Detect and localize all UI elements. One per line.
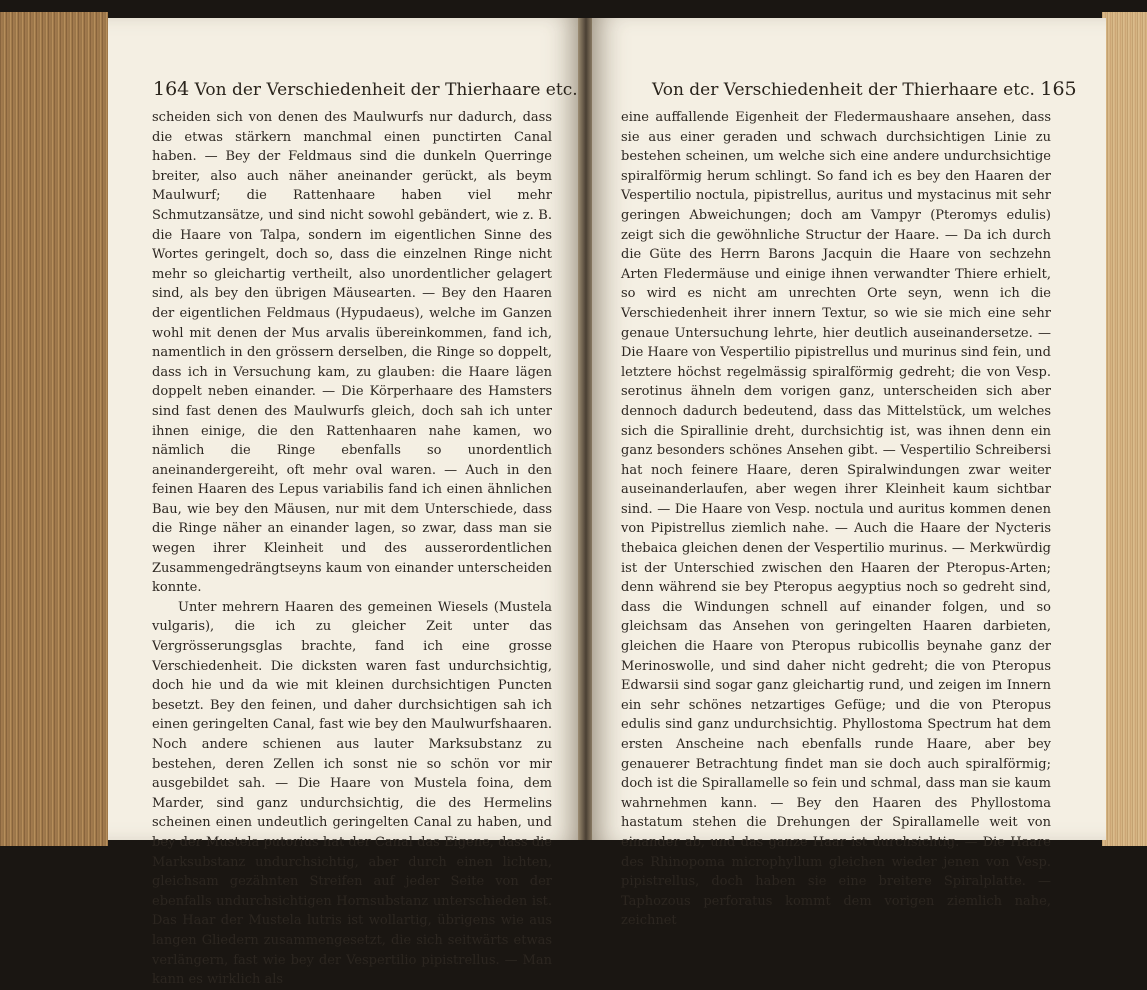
right-page-number: 165 [1040, 78, 1077, 100]
left-page [108, 18, 580, 988]
right-paragraph-1: eine auffallende Eigenheit der Fledermaushaare ansehen, dass sie aus einer geraden und schwach durchsichtigen Linie zu bestehen scheinen, um welche sich eine andere undurchsichtige spiralförmig herum schlingt. So fand ich es bey den Haaren der Vespertilio noctula, pipistrellus, auritus und mystacinus mit sehr geringen Abweichungen; doch am Vampyr (Pteromys edulis) zeigt sich die gewöhnliche Structur der Haare. — Da ich durch die Güte des Herrn Barons Jacquin die Haare von sechzehn Arten Fledermäuse und einige ihnen verwandter Thiere erhielt, so wird es nicht am unrechten Orte seyn, wenn ich die Verschiedenheit ihrer innern Textur, so wie sie mich eine sehr genaue Untersuchung lehrte, hier deutlich auseinandersetze. — Die Haare von Vespertilio pipistrellus und murinus sind fein, und letztere höchst regelmässig spiralförmig gedreht; die von Vesp. serotinus ähneln dem vorigen ganz, unterscheiden sich aber dennoch dadurch bedeutend, dass das Mittelstück, um welches sich die Spirallinie dreht, durchsichtig ist, was ihnen denn ein ganz besonders schönes Ansehen gibt. — Vespertilio Schreibersi hat noch feinere Haare, deren Spiralwindungen zwar weiter auseinanderlaufen, aber wegen ihrer Kleinheit kaum sichtbar sind. — Die Haare von Vesp. noctula und auritus kommen denen von Pipistrellus ziemlich nahe. — Auch die Haare der Nycteris thebaica gleichen denen der Vespertilio murinus. — Merkwürdig ist der Unterschied zwischen den Haaren der Pteropus-Arten; denn während sie bey Pteropus aegyptius noch so gedreht sind, dass die Windungen schnell auf einander folgen, und so gleichsam das Ansehen von geringelten Haaren darbieten, gleichen die Haare von Pteropus rubicollis beynahe ganz der Merinoswolle, und sind daher nicht gedreht; die von Pteropus Edwarsii sind sogar ganz gleichartig rund, und zeigen im Innern ein sehr schönes netzartiges Gefüge; und die von Pteropus edulis sind ganz undurchsichtig. Phyllostoma Spectrum hat dem ersten Anscheine nach ebenfalls runde Haare, aber bey genauerer Betrachtung findet man sie doch auch spiralförmig; doch ist die Spirallamelle so fein und schmal, dass man sie kaum wahrnehmen kann. — Bey den Haaren des Phyllostoma hastatum stehen die Drehungen der Spirallamelle weit von einander ab, und das ganze Haar ist durchsichtig. — Die Haare des Rhinopoma microphyllum gleichen wieder jenen von Vesp. pipistrellus, doch haben sie eine breitere Spiralplatte. — Taphozous perforatus kommt dem vorigen ziemlich nahe, zeichnet [621, 110, 1051, 929]
right-page-header [652, 78, 1077, 100]
left-paragraph-1: scheiden sich von denen des Maulwurfs nur dadurch, dass die etwas stärkern manchmal einen punctirten Canal haben. — Bey der Feldmaus sind die dunkeln Querringe breiter, also auch näher aneinander gerückt, als beym Maulwurf; die Rattenhaare haben viel mehr Schmutzansätze, und sind nicht sowohl gebändert, wie z. B. die Haare von Talpa, sondern im eigentlichen Sinne des Wortes geringelt, doch so, dass die einzelnen Ringe nicht mehr so gleichartig vertheilt, also unordentlicher gelagert sind, als bey den übrigen Mäusearten. — Bey den Haaren der eigentlichen Feldmaus (Hypudaeus), welche im Ganzen wohl mit denen der Mus arvalis übereinkommen, fand ich, namentlich in den grössern derselben, die Ringe so doppelt, dass ich in Versuchung kam, zu glauben: die Haare lägen doppelt neben einander. — Die Körperhaare des Hamsters sind fast denen des Maulwurfs gleich, doch sah ich unter ihnen einige, die den Rattenhaaren nahe kamen, wo nämlich die Ringe ebenfalls so unordentlich aneinandergereiht, oft mehr oval waren. — Auch in den feinen Haaren des Lepus variabilis fand ich einen ähnlichen Bau, wie bey den Mäusen, nur mit dem Unterschiede, dass die Ringe näher an einander lagen, so zwar, dass man sie wegen ihrer Kleinheit und des ausserordentlichen Zusammengedrängtseyns kaum von einander unterscheiden konnte. [152, 110, 552, 596]
right-running-head: Von der Verschiedenheit der Thierhaare etc. [652, 80, 1035, 100]
left-page-header [153, 78, 578, 100]
book-edge-right [1102, 12, 1147, 846]
left-page-number: 164 [153, 78, 190, 100]
left-page-body [152, 108, 552, 990]
right-page [592, 18, 1106, 929]
book-edge-left [0, 12, 108, 846]
left-paragraph-2: Unter mehrern Haaren des gemeinen Wiesels (Mustela vulgaris), die ich zu gleicher Zeit unter das Vergrösserungsglas brachte, fand ich eine grosse Verschiedenheit. Die dicksten waren fast undurchsichtig, doch hie und da wie mit kleinen durchsichtigen Puncten besetzt. Bey den feinen, und daher durchsichtigen sah ich einen geringelten Canal, fast wie bey den Maulwurfshaaren. Noch andere schienen aus lauter Marksubstanz zu bestehen, deren Zellen ich sonst nie so schön vor mir ausgebildet sah. — Die Haare von Mustela foina, dem Marder, sind ganz undurchsichtig, die des Hermelins scheinen einen undeutlich geringelten Canal zu haben, und bey der Mustela putorius hat der Canal das Eigene, dass die Marksubstanz undurchsichtig, aber durch einen lichten, gleichsam gezähnten Streifen auf jeder Seite von der ebenfalls undurchsichtigen Hornsubstanz unterschieden ist. Das Haar der Mustela lutris ist wollartig, übrigens wie aus langen Gliedern zusammengesetzt, die sich seitwärts etwas verlängern, fast wie bey der Vespertilio pipistrellus. — Man kann es wirklich als [152, 599, 552, 988]
right-page-body [621, 108, 1051, 931]
left-running-head: Von der Verschiedenheit der Thierhaare etc. [194, 80, 578, 100]
